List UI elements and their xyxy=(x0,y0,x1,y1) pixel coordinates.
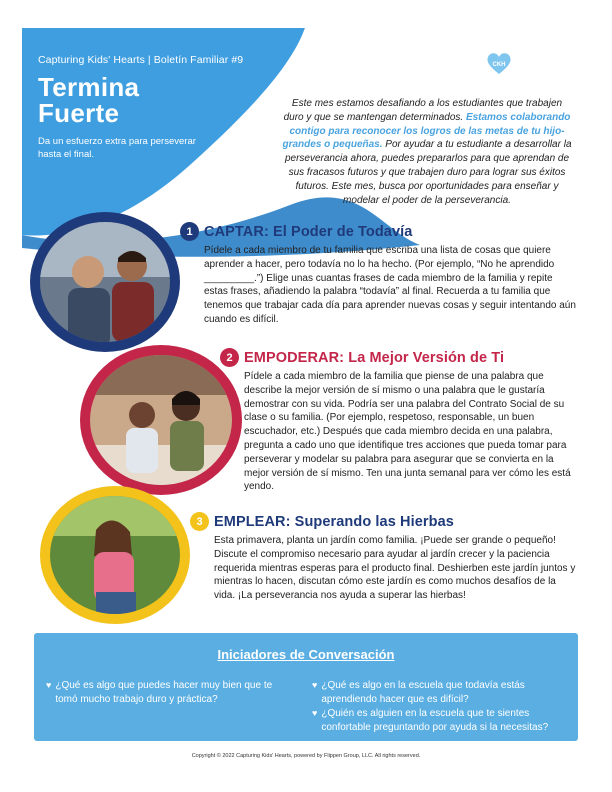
heart-bullet-icon: ♥ xyxy=(312,680,318,690)
section-3-body: Esta primavera, planta un jardín como familia. ¡Puede ser grande o pequeño! Discute el compromiso necesario para ayudar al jardín crecer y la paciencia requerida mientras esperas para el producto final. Deshierben este jardín juntos y mientras lo hacen, discutan cómo este jardín es como muchos desafíos de la vida. ¡La perseverancia nos ayuda a superar las hierbas! xyxy=(214,535,576,602)
intro-highlight: Estamos colaborando contigo para reconocer los logros de las metas de tu hijo-grandes o pequeñas. xyxy=(282,111,571,151)
family-photo-1 xyxy=(40,222,170,342)
starter-question-3 xyxy=(312,707,568,734)
section-3-keyword: EMPLEAR: xyxy=(214,513,291,530)
section-3-heading xyxy=(214,514,454,530)
section-1-number: 1 xyxy=(180,222,199,241)
brand-logo xyxy=(486,52,578,76)
logo-line-1: Capturing xyxy=(514,51,566,64)
section-3-number: 3 xyxy=(190,512,209,531)
family-photo-2 xyxy=(90,355,232,485)
intro-text-1: Este mes estamos desafiando a los estudiantes que trabajen duro y que se mantengan determinados. xyxy=(283,98,563,123)
conversation-starters-box xyxy=(34,633,578,741)
intro-text-2: Por ayudar a tu estudiante a desarrollar la perseverancia ahora, puedes prepararlos para que aprendan de sus fracasos futuros y que trabajen duro para lograr sus éxitos futuros. Este mes, busca por oportunidades para enseñar y modelar el poder de la perseverancia. xyxy=(284,139,572,206)
section-2-keyword: EMPODERAR: xyxy=(244,349,345,366)
starter-question-text-2: ¿Qué es algo en la escuela que todavía estás aprendiendo hacer que es difícil? xyxy=(321,680,525,705)
section-1-body: Pídele a cada miembro de tu familia que escriba una lista de cosas que quiere aprender a hacer, pero todavía no lo ha hecho. (Por ejemplo, “No he aprendido _________.”) Elige unas cuantas frases de cada miembro de la familia y repite estas frases, añadiendo la palabra “todavía” al final. Recuerda a tu familia que tenemos que trabajar cada día para aprender nuevas cosas y seguir intentando aún cuando es difícil. xyxy=(204,245,576,325)
section-2-heading xyxy=(244,350,504,366)
newsletter-label: Capturing Kids' Hearts | Boletín Familiar #9 xyxy=(38,54,244,66)
heart-logo-icon xyxy=(486,52,512,76)
section-1 xyxy=(180,222,576,327)
page-title: Termina Fuerte xyxy=(38,72,140,128)
section-3 xyxy=(190,512,576,603)
starter-question-text-3: ¿Quién es alguien en la escuela que te sientes confortable preguntando por ayuda si la necesitas? xyxy=(321,708,549,733)
starter-question-2 xyxy=(312,679,568,706)
heart-bullet-icon: ♥ xyxy=(46,680,52,690)
section-3-title: Superando las Hierbas xyxy=(294,513,454,530)
family-photo-3 xyxy=(50,496,180,614)
logo-mark-text: CKH xyxy=(492,62,506,68)
logo-line-2: Kids' Hearts xyxy=(514,63,578,75)
section-2 xyxy=(220,348,580,494)
page-subtitle: Da un esfuerzo extra para perseverar hasta el final. xyxy=(38,136,196,160)
starter-question-text-1: ¿Qué es algo que puedes hacer muy bien que te tomó mucho trabajo duro y práctica? xyxy=(55,680,273,705)
header-text-block xyxy=(38,54,244,162)
starter-question-1 xyxy=(46,679,296,706)
heart-bullet-icon: ♥ xyxy=(312,708,318,718)
section-2-title: La Mejor Versión de Ti xyxy=(348,349,505,366)
intro-paragraph xyxy=(282,97,572,207)
section-2-number: 2 xyxy=(220,348,239,367)
copyright-footer: Copyright © 2022 Capturing Kids' Hearts, powered by Flippen Group, LLC. All rights reserved. xyxy=(191,753,421,759)
section-1-title: El Poder de Todavía xyxy=(273,223,413,240)
section-1-heading xyxy=(204,224,412,240)
starters-title: Iniciadores de Conversación xyxy=(217,647,395,662)
section-1-keyword: CAPTAR: xyxy=(204,223,269,240)
section-2-body: Pídele a cada miembro de la familia que piense de una palabra que describe la mejor versión de sí mismo o una palabra que le gustaría demostrar con su vida. Podría ser una palabra del Contrato Social de su clase o su familia. (Por ejemplo, respetoso, responsable, un buen escuchador, etc.) Después que cada miembro decida en una palabra, pregunta a cado uno que identifique tres acciones que pueda tomar para perseverar y modelar su palabra para asegurar que se convierta en la mejor versión de sí mismo. Ten una junta semanal para ver cómo les está yendo. xyxy=(244,371,571,493)
